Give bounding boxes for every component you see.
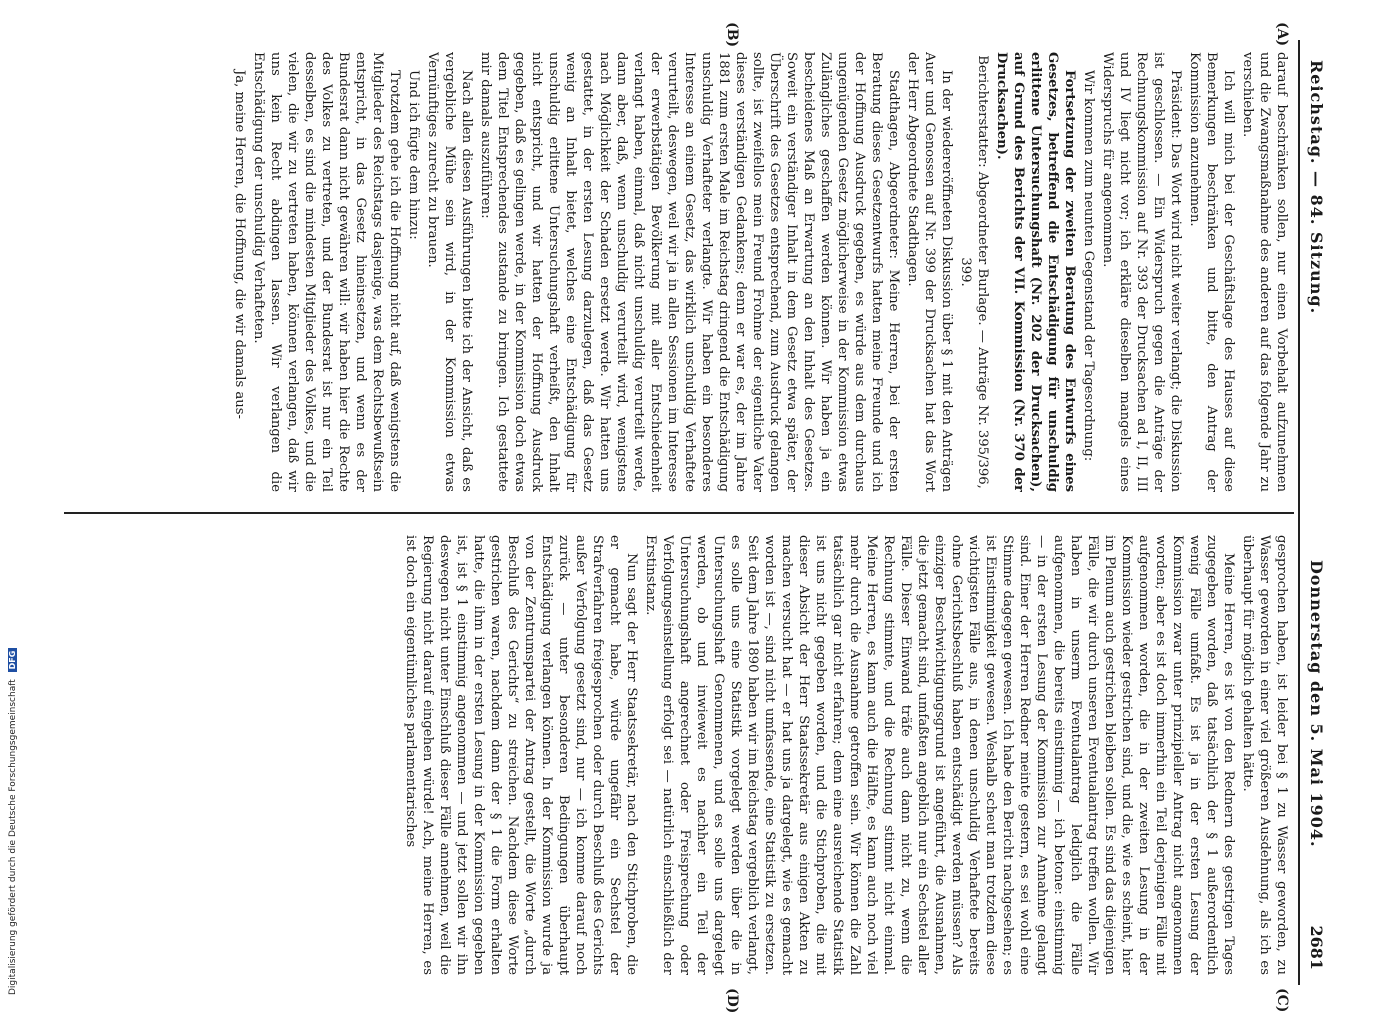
rapporteur-line: Berichterstatter: Abgeordneter Burlage. — Anträge Nr. 395/396, 399.	[958, 55, 990, 489]
header-date: Donnerstag den 5. Mai 1904.	[1307, 560, 1326, 848]
margin-marker-b: (B)	[724, 22, 740, 48]
header-title: Reichstag. — 84. Sitzung.	[1307, 60, 1326, 315]
paragraph: Ich will mich bei der Geschäftslage des Hauses auf diese Bemerkungen beschränken und bitte, den Antrag der Kommission anzunehmen.	[1187, 52, 1236, 492]
margin-marker-a: (A)	[1274, 22, 1290, 47]
paragraph: Nun sagt der Herr Staatssekretär, nach den Stichproben, die er gemacht habe, würde ungefähr ein Sechstel der Strafverfahren freigesprochen oder durch Beschluß des Gerichts außer Verfolgung gesetzt sind, nur — ich komme darauf noch zurück — unter besonderen Bedingungen überhaupt Entschädigung verlangen können. In der Kommission wurde ja von der Zentrumspartei der Antrag gestellt, die Worte „durch Beschluß des Gerichts“ zu streichen. Nachdem diese Worte gestrichen waren, nachdem dann der § 1 die Form erhalten hatte, die ihm in der ersten Lesung in der Kommission gegeben ist, ist § 1 einstimmig angenommen — und jetzt sollen wir ihn deswegen nicht unter Einschluß dieser Fälle annehmen, weil die Regierung nicht darauf eingehen würde! Ach, meine Herren, es ist doch ein eigentümliches parlamentarisches	[403, 535, 639, 975]
column-divider	[64, 512, 1294, 514]
paragraph: Ja, meine Herren, die Hoffnung, die wir damals aus-	[232, 70, 247, 419]
agenda-item: Fortsetzung der zweiten Beratung des Entwurfs eines Gesetzes, betreffend die Entschädigung für unschuldig erlittene Untersuchungshaft (Nr. 202 der Drucksachen), auf Grund des Berichts der VII. Kommission (Nr. 370 der Drucksachen).	[994, 52, 1077, 492]
paragraph: gesprochen haben, ist leider bei § 1 zu Wasser geworden, zu Wasser geworden in einer viel größeren Ausdehnung, als ich es überhaupt für möglich gehalten hätte.	[1240, 535, 1289, 975]
page-header	[1298, 40, 1330, 985]
quote-paragraph: Nach allen diesen Ausführungen bitte ich der Ansicht, daß es vergebliche Mühe sein wird, in der Kommission etwas Vernünftiges zurecht zu brauen.	[425, 52, 474, 492]
dfg-logo: DFG	[8, 648, 17, 673]
document-page	[60, 22, 1330, 1013]
footer-text: Digitalisierung gefördert durch die Deutsche Forschungsgemeinschaft	[8, 679, 18, 995]
paragraph: In der wiedereröffneten Diskussion über § 1 mit den Anträgen Auer und Genossen auf Nr. 399 der Drucksachen hat das Wort der Herr Abgeordnete Stadthagen.	[905, 52, 954, 492]
margin-marker-c: (C)	[1274, 988, 1290, 1013]
right-column	[70, 535, 1290, 975]
speech-paragraph: Stadthagen, Abgeordneter: Meine Herren, bei der ersten Beratung dieses Gesetzentwurfs hatten meine Freunde und ich der Hoffnung Ausdruck gegeben, es würde aus dem durchaus ungenügenden Gesetz möglicherweise in der Kommission etwas Zulängliches geschaffen werden können. Wir haben ja ein bescheidenes Maß an Erwartung an den Inhalt des Gesetzes. Soweit ein verständiger Inhalt in dem Gesetz etwa später, der Überschrift des Gesetzes entsprechend, zum Ausdruck gelangen sollte, ist zweifellos mein Freund Frohme der eigentliche Vater dieses verständigen Gedankens; denn er war es, der im Jahre 1881 zum ersten Male im Reichstag dringend die Entschädigung unschuldig Verhafteter verlangte. Wir haben ein besonderes Interesse an einem Gesetz, das wirklich unschuldig Verhaftete verurteilt, deswegen, weil wir ja in allen Sessionen im Interesse der erwerbstätigen Bevölkerung mit aller Entschiedenheit verlangt haben, einmal, daß nicht unschuldig verurteilt werde, dann aber, daß, wenn unschuldig verurteilt wird, wenigstens nach Möglichkeit der Schaden ersetzt werde. Wir hatten uns gestattet, in der ersten Lesung darzulegen, daß das Gesetz wenig an Inhalt bietet, welches eine Entschädigung für unschuldig erlittene Untersuchungshaft verheißt, den Inhalt nicht entspricht, und wir hatten der Hoffnung Ausdruck gegeben, daß es gelingen werde, in der Kommission doch etwas dem Titel Entsprechendes zustande zu bringen. Ich gestattete mir damals auszuführen:	[478, 52, 901, 492]
margin-marker-d: (D)	[724, 988, 740, 1013]
left-column	[70, 52, 1290, 492]
paragraph: Wir kommen zum neunten Gegenstand der Tagesordnung:	[1081, 70, 1096, 462]
paragraph: Meine Herren, es ist von den Rednern des gestrigen Tages zugegeben worden, daß tatsächlich der § 1 außerordentlich wenig Fälle umfaßt. Es ist ja in der ersten Lesung der Kommission zwar unter prinzipieller Antrag nicht angenommen worden; aber es ist doch immerhin ein Teil derjenigen Fälle mit aufgenommen worden, die in der zweiten Lesung in der Kommission wieder gestrichen sind, und die, wie es scheint, hier im Plenum auch gestrichen bleiben sollen. Es sind das diejenigen Fälle, die wir durch unseren Eventualantrag treffen wollen. Wir haben in unserm Eventualantrag lediglich die Fälle aufgenommen, die bereits einstimmig — ich betone: einstimmig — in der ersten Lesung der Kommission zur Annahme gelangt sind. Einer der Herren Redner meinte gestern, es sei wohl eine Stimme dagegen gewesen. Ich habe den Bericht nachgesehen; es ist Einstimmigkeit gewesen. Weshalb scheut man trotzdem diese wichtigsten Fälle aus, in denen unschuldig Verhaftete bereits ohne Gerichtsbeschluß haben entschädigt werden müssen? Als einziger Beschwichtigungsgrund ist angeführt, die Ausnahmen, die jetzt gemacht sind, umfaßten angeblich nur ein Sechstel aller Fälle. Dieser Einwand träfe auch dann nicht zu, wenn die Rechnung stimmte, und die Rechnung stimmt nicht einmal. Meine Herren, es kann auch die Hälfte, es kann auch noch viel mehr durch die Ausnahme getroffen sein. Wir können die Zahl tatsächlich gar nicht erfahren; denn eine ausreichende Statistik ist uns nicht gegeben worden, und die Stichproben, die mit dieser Absicht der Herr Staatssekretär aus einigen Akten zu machen versucht hat — er hat uns ja dargelegt, wie es gemacht worden ist —, sind nicht umfassende, eine Statistik zu ersetzen. Seit dem Jahre 1890 haben wir im Reichstag vergeblich verlangt, es solle uns eine Statistik vorgelegt werden über die in Untersuchungshaft Genommenen, und es solle uns dargelegt werden, ob und inwieweit es nachher ein Teil der Untersuchungshaft angerechnet oder Freisprechung oder Verfolgungseinstellung erfolgt sei — natürlich einschließlich der Erstinstanz.	[643, 535, 1236, 975]
paragraph: Und ich fügte dem hinzu:	[406, 70, 421, 240]
paragraph: Präsident: Das Wort wird nicht weiter verlangt; die Diskussion ist geschlossen. — Ein Widerspruch gegen die Anträge der Rechnungskommission auf Nr. 393 der Drucksachen ad I, II, III und IV liegt nicht vor; ich erkläre dieselben mangels eines Widerspruchs für angenommen.	[1100, 52, 1183, 492]
digitization-footer	[8, 648, 18, 995]
paragraph: darauf beschränken sollen, nur einen Vorbehalt aufzunehmen und die Zwangsmaßnahme des anderen auf das folgende Jahr zu verschieben.	[1240, 52, 1289, 492]
page-number: 2681	[1307, 925, 1326, 970]
quote-paragraph: Trotzdem gehe ich die Hoffnung nicht auf, daß wenigstens die Mitglieder des Reichstags dasjenige, was dem Rechtsbewußtsein entspricht, in das Gesetz hineinsetzen, und wenn es der Bundesrat dann nicht gewähren will: wir haben hier die Rechte des Volkes zu vertreten, und der Bundesrat ist nur ein Teil desselben, es sind die mindesten Mitglieder des Volkes, und die vielen, die wir zu vertreten haben, können verlangen, daß wir uns kein Recht abdingen lassen. Wir verlangen die Entschädigung der unschuldig Verhafteten.	[251, 52, 402, 492]
